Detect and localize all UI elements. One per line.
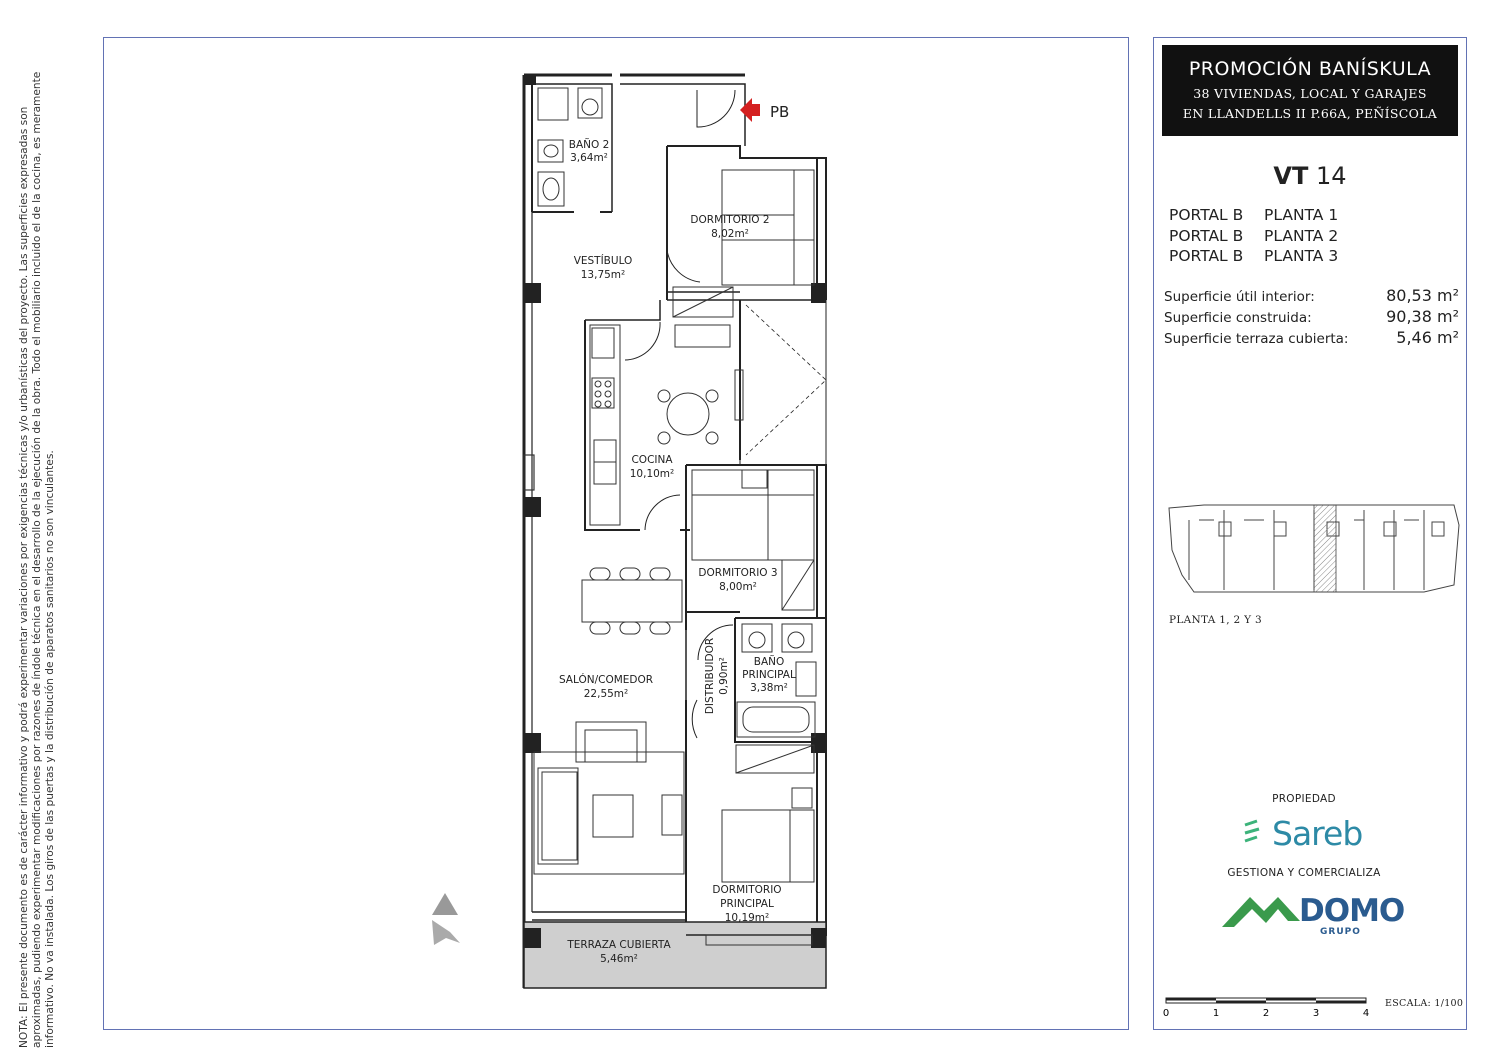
area-label: Superficie útil interior:: [1164, 289, 1315, 305]
owner-label: PROPIEDAD: [1272, 793, 1336, 805]
area-value: 80,53 m²: [1386, 286, 1459, 305]
building-keymap: [1164, 500, 1459, 610]
entrance-label: PB: [770, 103, 790, 121]
sareb-logo: [1242, 811, 1372, 855]
room-name2-dormitorio-principal: PRINCIPAL: [720, 898, 774, 910]
scale-tick: 2: [1262, 1008, 1270, 1019]
furniture: [524, 88, 816, 945]
unit-number: 14: [1316, 162, 1347, 190]
info-panel: [1153, 37, 1467, 1030]
room-area-bano2: 3,64m²: [570, 152, 608, 164]
room-name-cocina: COCINA: [631, 454, 673, 466]
domo-logo: [1222, 891, 1405, 941]
portal-floor: PLANTA 3: [1264, 247, 1339, 265]
scale-tick: 4: [1362, 1008, 1370, 1019]
keymap-highlight: [1314, 505, 1336, 592]
unit-code: [1154, 162, 1466, 190]
scale-tick: 1: [1212, 1008, 1220, 1019]
sareb-wordmark: Sareb: [1272, 813, 1363, 853]
promotion-title: PROMOCIÓN BANÍSKULA: [1188, 58, 1432, 80]
promotion-title-box: [1162, 45, 1458, 136]
door-dorm2: [667, 250, 700, 282]
entrance-door: [697, 90, 735, 127]
room-area-distribuidor: 0,90m²: [718, 657, 730, 695]
structural-columns: [524, 75, 826, 948]
legal-note: NOTA: El presente documento es de carácter informativo y podrá experimentar variaciones por exigencias técnicas y/o urbanísticas del proyecto. Las superficies expresadas son aproximadas, pudiendo experimentar modificaciones por razones de índole técnica en el desarrollo de la ejecución de la obra. Todo el mobiliario incluido el de la cocina, es meramente informativo. No va instalada. Los giros de las puertas y la distribución de aparatos sanitarios no son vinculantes.: [18, 71, 57, 1048]
area-value: 5,46 m²: [1396, 328, 1459, 347]
portal-floor: PLANTA 1: [1264, 206, 1339, 224]
room-area-dormitorio-principal: 10,19m²: [724, 912, 770, 924]
area-value: 90,38 m²: [1386, 307, 1459, 326]
domo-subtitle: GRUPO: [1320, 927, 1361, 937]
scale-tick: 0: [1162, 1008, 1170, 1019]
portal-line: [1169, 226, 1338, 247]
north-arrow-icon: [432, 893, 460, 945]
area-row: [1164, 286, 1459, 307]
portal-name: PORTAL B: [1169, 226, 1244, 245]
unit-prefix: VT: [1273, 162, 1309, 190]
sareb-logo-icon: [1242, 819, 1264, 847]
scale-tick: 3: [1312, 1008, 1320, 1019]
domo-wordmark: DOMO: [1299, 893, 1405, 929]
area-label: Superficie construida:: [1164, 310, 1312, 326]
promotion-subtitle-2: EN LLANDELLS II P.66A, PEÑÍSCOLA: [1182, 106, 1438, 121]
room-area-dormitorio3: 8,00m²: [719, 581, 757, 593]
room-name-terraza: TERRAZA CUBIERTA: [567, 939, 671, 951]
area-row: [1164, 307, 1459, 328]
room-area-salon: 22,55m²: [583, 688, 629, 700]
area-row: [1164, 328, 1459, 349]
entrance-arrow-icon: [740, 98, 760, 122]
scale-bar: [1164, 996, 1379, 1022]
area-label: Superficie terraza cubierta:: [1164, 331, 1349, 347]
room-name-dormitorio3: DORMITORIO 3: [698, 567, 778, 579]
portal-floor: PLANTA 2: [1264, 226, 1339, 245]
portal-list: [1169, 205, 1338, 267]
scale-label: ESCALA: 1/100: [1385, 998, 1464, 1009]
portal-name: PORTAL B: [1169, 206, 1244, 224]
room-name-dormitorio2: DORMITORIO 2: [690, 214, 770, 226]
terraza-floor: [524, 922, 826, 988]
promotion-subtitle-1: 38 VIVIENDAS, LOCAL Y GARAJES: [1193, 86, 1427, 101]
dormitorio3-walls: [686, 465, 826, 630]
room-area-bano-principal: 3,38m²: [750, 682, 788, 694]
room-name-bano2: BAÑO 2: [568, 139, 610, 151]
room-area-dormitorio2: 8,02m²: [711, 228, 749, 240]
manager-label: GESTIONA Y COMERCIALIZA: [1227, 867, 1381, 879]
portal-name: PORTAL B: [1169, 247, 1244, 265]
portal-line: [1169, 246, 1338, 267]
room-name-bano-principal: BAÑO: [753, 656, 785, 668]
door-kitchen: [625, 322, 680, 530]
room-area-terraza: 5,46m²: [600, 953, 638, 965]
room-name-distribuidor: DISTRIBUIDOR: [704, 637, 716, 715]
room-name-salon: SALÓN/COMEDOR: [558, 674, 654, 686]
room-area-vestibulo: 13,75m²: [580, 269, 626, 281]
portal-line: [1169, 205, 1338, 226]
keymap-label: PLANTA 1, 2 Y 3: [1169, 614, 1262, 626]
area-table: [1164, 286, 1459, 349]
room-name-dormitorio-principal: DORMITORIO: [712, 884, 782, 896]
room-name2-bano-principal: PRINCIPAL: [742, 669, 796, 681]
domo-logo-icon: [1222, 893, 1302, 929]
room-area-cocina: 10,10m²: [629, 468, 675, 480]
room-name-vestibulo: VESTÍBULO: [573, 255, 633, 267]
